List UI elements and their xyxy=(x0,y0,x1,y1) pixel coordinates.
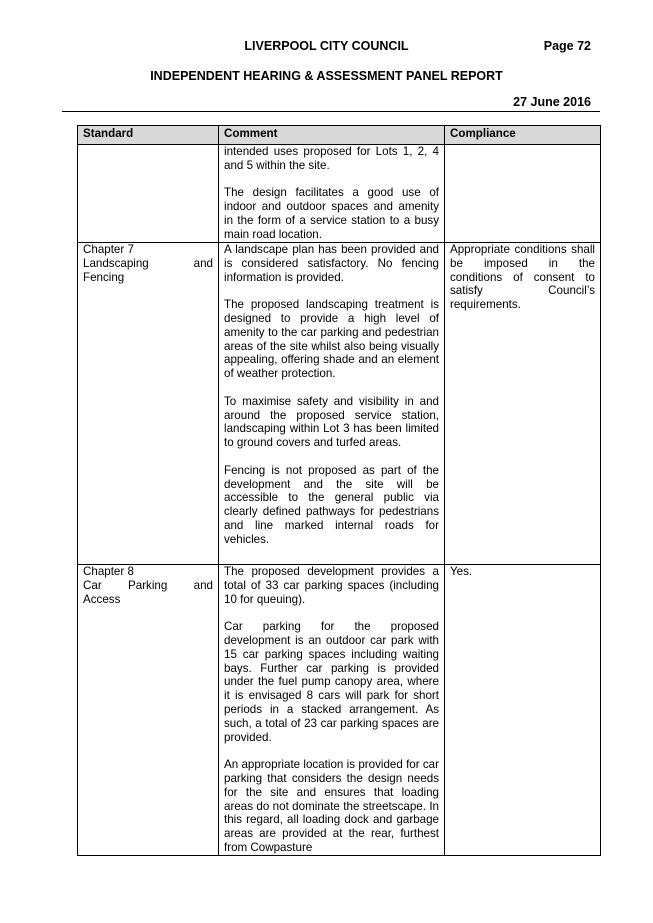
standard-line: Fencing xyxy=(83,270,125,284)
compliance-cell xyxy=(445,243,601,565)
standard-cell xyxy=(78,243,219,565)
table-row xyxy=(78,145,601,243)
standard-line: Chapter 8 xyxy=(83,565,134,578)
comment-paragraph: The proposed landscaping treatment is designed to provide a high level of amenity to the car parking and pedestrian areas of the site whilst also being visually appealing, offering shade and an element of weather protection. xyxy=(224,298,439,381)
report-date: 27 June 2016 xyxy=(513,95,591,109)
council-name: LIVERPOOL CITY COUNCIL xyxy=(244,39,409,53)
comment-paragraph: Fencing is not proposed as part of the development and the site will be accessible to the general public via clearly defined pathways for pedestrians and line marked internal roads for vehicles. xyxy=(224,463,439,546)
comment-paragraph: The design facilitates a good use of indoor and outdoor spaces and amenity in the form of a service station to a busy main road location. xyxy=(224,186,439,241)
column-header-comment: Comment xyxy=(219,126,445,145)
compliance-cell xyxy=(445,145,601,243)
compliance-cell: Yes. xyxy=(445,565,601,856)
comment-paragraph: To maximise safety and visibility in and around the proposed service station, landscaping within Lot 3 has been limited to ground covers and turfed areas. xyxy=(224,394,439,450)
table-row xyxy=(78,565,601,856)
table-header-row xyxy=(78,126,601,145)
standard-line: Access xyxy=(83,592,121,606)
standard-line: Car Parking and xyxy=(83,578,213,592)
standard-line: Chapter 7 xyxy=(83,243,134,256)
page-number: Page 72 xyxy=(543,39,591,53)
comment-paragraph: The proposed development provides a total of 33 car parking spaces (including 10 for queuing). xyxy=(224,565,439,606)
comment-paragraph: intended uses proposed for Lots 1, 2, 4 and 5 within the site. xyxy=(224,145,439,172)
standard-cell xyxy=(78,145,219,243)
comment-paragraph: Car parking for the proposed development is an outdoor car park with 15 car parking spaces including waiting bays. Further car parking is provided under the fuel pump canopy area, where it is envisaged 8 cars will park for short periods in a stacked arrangement. As such, a total of 23 car parking spaces are provided. xyxy=(224,620,439,744)
comment-paragraph: An appropriate location is provided for car parking that considers the design needs for the site and ensures that loading areas do not dominate the streetscape. In this regard, all loading dock and garbage areas are provided at the rear, furthest from Cowpasture xyxy=(224,758,439,854)
comment-cell xyxy=(219,145,445,243)
header-divider xyxy=(62,111,600,112)
assessment-table xyxy=(77,125,601,856)
standard-text xyxy=(83,565,213,606)
compliance-text: Appropriate conditions shall be imposed in the conditions of consent to satisfy Council’s requirements. xyxy=(450,243,595,312)
table-row xyxy=(78,243,601,565)
standard-text xyxy=(83,243,213,284)
comment-cell xyxy=(219,243,445,565)
column-header-standard: Standard xyxy=(78,126,219,145)
comment-cell xyxy=(219,565,445,856)
standard-line: Landscaping and xyxy=(83,256,213,270)
standard-cell xyxy=(78,565,219,856)
comment-paragraph: A landscape plan has been provided and is considered satisfactory. No fencing information is provided. xyxy=(224,243,439,284)
column-header-compliance: Compliance xyxy=(445,126,601,145)
report-title: INDEPENDENT HEARING & ASSESSMENT PANEL REPORT xyxy=(150,69,503,83)
